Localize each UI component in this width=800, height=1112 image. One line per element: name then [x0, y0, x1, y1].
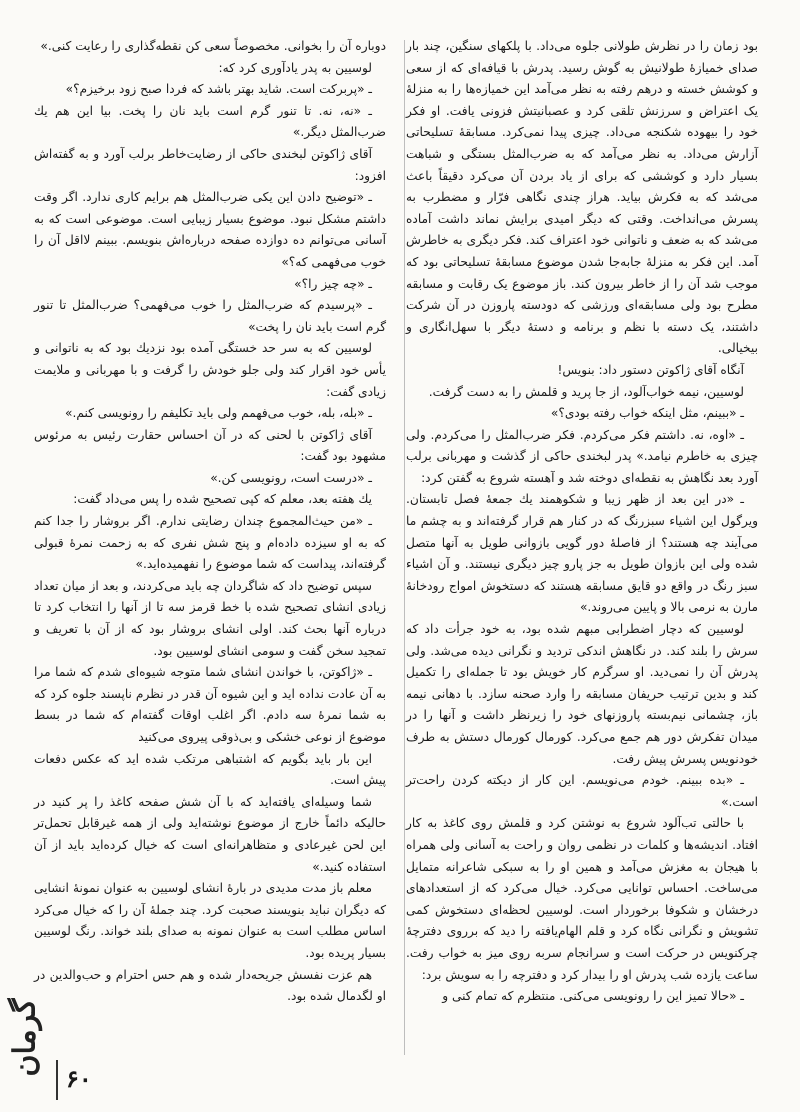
paragraph: یك هفته بعد، معلم که کپی تصحیح شده را پس می‌داد گفت:	[73, 492, 372, 507]
paragraph: لوسیین، نیمه خواب‌آلود، از جا پرید و قلمش را به دست گرفت.	[428, 384, 744, 399]
paragraph: ـ «حالا تمیز این را رونویسی می‌کنی. منتظرم که تمام کنی و	[442, 989, 744, 1004]
paragraph: ـ «در این بعد از ظهر زیبا و شکوهمند یك جمعهٔ فصل تابستان. ویرگول این اشیاء سبزرنگ که در کنار هم قرار گرفته‌اند و به چشم ما می‌آیند چه هستند؟ از فاصلهٔ دور گویی بازوانی طویل به آنها متصل شده ولی این بازوان طویل به جز پارو چیز دیگری نیستند. و آن اشیاء سبز رنگ در واقع دو قایق مسابقه هستند که دستخوش امواج رودخانهٔ مارن به نرمی بالا و پایین می‌روند.»	[406, 492, 758, 615]
page-number: ۶۰	[66, 1064, 92, 1093]
paragraph: ـ «بده ببینم. خودم می‌نویسم. این کار از دیکته کردن راحت‌تر است.»	[406, 773, 758, 809]
paragraph: آقای ژاکوتن با لحنی که در آن احساس حقارت رئیس به مرئوس مشهود بود گفت:	[34, 427, 386, 464]
paragraph: لوسیین که به سر حد خستگی آمده بود نزدیك بود که به ناتوانی و یأس خود اقرار کند ولی جلو خودش را گرفت و با مهربانی و ملایمت زیادی گفت:	[34, 341, 386, 399]
paragraph: ـ «پرسیدم که ضرب‌المثل را خوب می‌فهمی؟ ضرب‌المثل تا تنور گرم است باید نان را پخت»	[34, 298, 386, 334]
paragraph: ـ «درست است، رونویسی کن.»	[210, 470, 372, 485]
paragraph: این بار باید بگویم که اشتباهی مرتکب شده اید که عکس دفعات پیش است.	[34, 751, 386, 788]
paragraph: بود زمان را در نظرش طولانی جلوه می‌داد. با پلکهای سنگین، چند بار صدای خمیازهٔ طولانیش به گوش رسید. پدرش با قیافه‌ای که از سعی و کوشش خسته و درهم رفته به نظر می‌آمد این خمیازه‌ها را به منزلهٔ یک اعتراض و سرزنش تلقی کرد و عصبانیتش فزونی یافت. او فکر خود را بیهوده شکنجه می‌داد. چیزی پیدا نمی‌کرد. مسابقهٔ تسلیحاتی آزارش می‌داد. به نظر می‌آمد که به ضرب‌المثل بستگی و شباهت بسیار دارد و کوششی که برای از یاد بردن آن می‌کرد دقیقاً باعث می‌شد که به فکرش بیاید. هراز چندی نگاهی فرّار و مضطرب به پسرش می‌انداخت. وقتی که دیگر امیدی برایش نماند داشت آماده می‌شد که به ضعف و ناتوانی خود اعتراف کند. فکر دیگری به خاطرش آمد. این فکر به منزلهٔ جابه‌جا شدن موضوع مسابقهٔ تسلیحاتی بود که موجب شد آن را از خاطر بیرون کند. باز موضوع یک رقابت و مسابقه مطرح بود ولی مسابقه‌ای ورزشی که دودسته پاروزن در آن شرکت داشتند، یک دسته با نظم و برنامه و دستهٔ دیگر با سهل‌انگاری و بیخیالی.	[406, 39, 758, 356]
paragraph: لوسیین به پدر یادآوری کرد که:	[218, 60, 372, 75]
paragraph: آنگاه آقای ژاکوتن دستور داد: بنویس!	[557, 362, 744, 377]
paragraph: لوسیین که دچار اضطرابی مبهم شده بود، به خود جرأت داد که سرش را بلند کند. در نگاهش اندکی تردید و نگرانی دیده می‌شد. ولی پدرش آن را نمی‌دید. او سرگرم کار خویش بود تا جمله‌ای را تکمیل کند و بدین ترتیب حریفان مسابقه را وارد صحنه سازد. با دهانی نیمه باز، چشمانی نیم‌بسته پاروزنهای خود را زیرنظر داشت و آنها را در میدان تفکرش دور هم جمع می‌کرد. کورمال کورمال دستش به طرف خودنویس پسرش پیش رفت.	[406, 622, 758, 766]
paragraph: ـ «توضیح دادن این یکی ضرب‌المثل هم برایم کاری ندارد. اگر وقت داشتم مشکل نبود. موضوع بسیار زیبایی است. موضوعی است که به آسانی می‌توانم ده دوازده صفحه درباره‌اش بنویسم. ببینم لااقل آن را خوب می‌فهمی که؟»	[34, 190, 386, 269]
paragraph: دوباره آن را بخوانی. مخصوصاً سعی کن نقطه‌گذاری را رعایت کنی.»	[40, 39, 386, 53]
paragraph: شما وسیله‌ای یافته‌اید که با آن شش صفحه کاغذ را پر کنید در حالیکه دائماً خارج از موضوع نوشته‌اید ولی از همه غیرقابل تحمل‌تر این لحن غیرعادی و متظاهرانه‌ای است که خیال کرده‌اید باید از آن استفاده کنید.»	[34, 794, 386, 874]
paragraph: ـ «ببینم، مثل اینکه خواب رفته بودی؟»	[550, 406, 744, 421]
paragraph: ـ «پربرکت است. شاید بهتر باشد که فردا صبح زود برخیزم؟»	[65, 82, 372, 97]
paragraph: ـ «بله، بله، خوب می‌فهمم ولی باید تکلیفم را رونویسی کنم.»	[65, 406, 372, 421]
footer-rule	[56, 1060, 58, 1100]
paragraph: هم عزت نفسش جریحه‌دار شده و هم حس احترام و حب‌والدین در او لگدمال شده بود.	[34, 967, 386, 1004]
paragraph: ـ «ژاکوتن، با خواندن انشای شما متوجه شیوه‌ای شدم که شما مرا به آن عادت نداده اید و این شیوه آن قدر در نظرم ناپسند جلوه کرد که به شما نمرهٔ سه دادم. اگر اغلب اوقات گفته‌ام که شما در بسط موضوع از نوعی خشکی و بی‌ذوقی پیروی می‌کنید	[34, 665, 386, 744]
left-text-column	[34, 36, 386, 1008]
paragraph: ـ «چه چیز را؟»	[294, 276, 372, 291]
magazine-logo: گرمان	[7, 997, 43, 1077]
paragraph: آقای ژاکوتن لبخندی حاکی از رضایت‌خاطر برلب آورد و به گفته‌اش افزود:	[34, 146, 386, 183]
column-divider	[404, 40, 405, 1055]
paragraph: با حالتی تب‌آلود شروع به نوشتن کرد و قلمش روی کاغذ به کار افتاد. اندیشه‌ها و کلمات در نظمی روان و راحت به آسانی ولی همراه با هیجان به مغزش می‌آمد و همین او را به سبکی شاعرانه متمایل می‌ساخت. احساس توانایی می‌کرد. خیال می‌کرد که از استعدادهای درخشان و شکوفا برخوردار است. لوسیین لحظه‌ای دستخوش کمی تشویش و نگرانی نگاه کرد و قلم الهام‌یافته را دید که برروی دفترچهٔ چرکنویس در حرکت است و سرانجام سربه روی میز به خواب رفت. ساعت یازده شب پدرش او را بیدار کرد و دفترچه را به سویش برد:	[406, 816, 758, 982]
paragraph: ـ «من حیث‌المجموع چندان رضایتی ندارم. اگر بروشار را جدا کنم که به او سیزده داده‌ام و پنج شش نفری که به زحمت نمرهٔ قبولی گرفته‌اند، پیداست که شما موضوع را نفهمیده‌اید.»	[34, 514, 386, 572]
paragraph: ـ «اوه، نه. داشتم فکر می‌کردم. فکر ضرب‌المثل را می‌کردم. ولی چیزی به خاطرم نیامد.» پدر لبخندی حاکی از گذشت و مهربانی برلب آورد بعد نگاهش به نقطه‌ای دوخته شد و آهسته شروع به گفتن کرد:	[406, 427, 758, 485]
paragraph: ـ «نه، نه. تا تنور گرم است باید نان را پخت. بیا این هم یك ضرب‌المثل دیگر.»	[34, 103, 386, 140]
paragraph: معلم باز مدت مدیدی در بارهٔ انشای لوسیین به عنوان نمونهٔ انشایی که دیگران نباید بنویسند صحبت کرد. چند جملهٔ آن را که خیال می‌کرد اساس مطلب است به عنوان نمونه به صدای بلند خواند. رنگ لوسیین بسیار پریده بود.	[34, 881, 386, 960]
paragraph: سپس توضیح داد که شاگردان چه باید می‌کردند، و بعد از میان تعداد زیادی انشای تصحیح شده با خط قرمز سه تا از آنها را انتخاب کرد تا درباره آنها بحث کند. اولی انشای بروشار بود که از آن با تعریف و تمجید سخن گفت و سومی انشای لوسیین بود.	[34, 578, 386, 658]
right-text-column	[406, 36, 758, 1008]
